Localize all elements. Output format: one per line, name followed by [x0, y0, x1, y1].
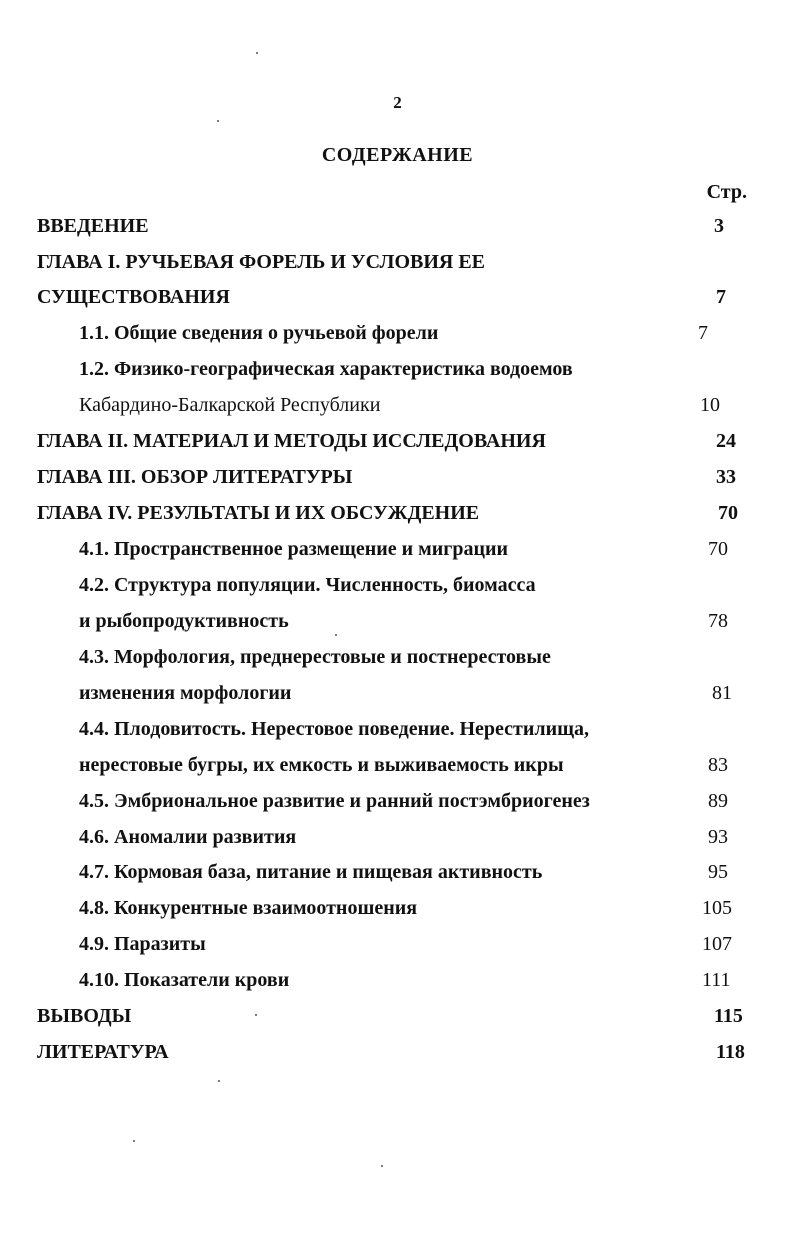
toc-entry-text: 4.6. Аномалии развития — [79, 826, 297, 848]
toc-entry-4-3-cont — [0, 678, 795, 708]
scan-speck — [255, 1014, 257, 1016]
toc-entry-text: 4.2. Структура популяции. Численность, биомасса — [79, 574, 536, 596]
page-number: 2 — [393, 93, 402, 112]
toc-entry-page: 105 — [702, 897, 732, 919]
toc-entry-chapter-2 — [0, 426, 795, 456]
toc-entry-4-1 — [0, 534, 795, 564]
toc-entry-introduction — [0, 211, 795, 241]
toc-entry-4-4-cont — [0, 750, 795, 780]
toc-entry-4-2 — [0, 570, 795, 600]
toc-entry-page: 107 — [702, 933, 732, 955]
toc-entry-page: 118 — [716, 1041, 745, 1063]
toc-entry-page: 81 — [712, 682, 732, 704]
toc-entry-4-9 — [0, 929, 795, 959]
scan-speck — [335, 634, 337, 636]
toc-entry-literature — [0, 1037, 795, 1067]
toc-entry-text: ГЛАВА III. ОБЗОР ЛИТЕРАТУРЫ — [37, 466, 353, 488]
toc-entry-page: 24 — [716, 430, 736, 452]
toc-entry-text: ЛИТЕРАТУРА — [37, 1041, 169, 1063]
toc-entry-4-2-cont — [0, 606, 795, 636]
toc-entry-page: 70 — [718, 502, 738, 524]
page-column-header: Стр. — [706, 181, 747, 203]
toc-entry-page: 10 — [700, 394, 720, 416]
toc-entry-4-5 — [0, 786, 795, 816]
scan-speck — [133, 1140, 135, 1142]
toc-entry-text: 4.3. Морфология, преднерестовые и постнерестовые — [79, 646, 551, 668]
toc-entry-text: СУЩЕСТВОВАНИЯ — [37, 286, 230, 308]
toc-entry-chapter-1-cont — [0, 282, 795, 312]
toc-entry-conclusions — [0, 1001, 795, 1031]
scan-speck — [381, 1165, 383, 1167]
toc-entry-text: 1.2. Физико-географическая характеристика водоемов — [79, 358, 573, 380]
toc-entry-page: 78 — [708, 610, 728, 632]
toc-entry-text: ГЛАВА IV. РЕЗУЛЬТАТЫ И ИХ ОБСУЖДЕНИЕ — [37, 502, 480, 524]
toc-entry-text: 4.5. Эмбриональное развитие и ранний постэмбриогенез — [79, 790, 590, 812]
toc-entry-page: 83 — [708, 754, 728, 776]
toc-entry-text: ВЫВОДЫ — [37, 1005, 132, 1027]
toc-entry-text: 4.7. Кормовая база, питание и пищевая активность — [79, 861, 543, 883]
toc-entry-text: ГЛАВА I. РУЧЬЕВАЯ ФОРЕЛЬ И УСЛОВИЯ ЕЕ — [37, 251, 486, 273]
toc-entry-text: 4.10. Показатели крови — [79, 969, 290, 991]
toc-entry-1-2-cont — [0, 390, 795, 420]
toc-title: СОДЕРЖАНИЕ — [321, 144, 474, 166]
toc-entry-text: 4.9. Паразиты — [79, 933, 206, 955]
toc-entry-4-4 — [0, 714, 795, 744]
toc-entry-chapter-1 — [0, 247, 795, 277]
toc-entry-text: 4.4. Плодовитость. Нерестовое поведение. Нерестилища, — [79, 718, 590, 740]
toc-entry-page: 7 — [698, 322, 708, 344]
toc-entry-1-2 — [0, 354, 795, 384]
toc-entry-text: и рыбопродуктивность — [79, 610, 289, 632]
toc-entry-page: 3 — [714, 215, 724, 237]
toc-entry-text: нерестовые бугры, их емкость и выживаемость икры — [79, 754, 564, 776]
toc-entry-4-6 — [0, 822, 795, 852]
toc-entry-text: ГЛАВА II. МАТЕРИАЛ И МЕТОДЫ ИССЛЕДОВАНИЯ — [37, 430, 546, 452]
scan-speck — [256, 52, 258, 54]
toc-entry-text: 4.8. Конкурентные взаимоотношения — [79, 897, 418, 919]
toc-entry-page: 89 — [708, 790, 728, 812]
toc-entry-text: ВВЕДЕНИЕ — [37, 215, 149, 237]
toc-entry-text: изменения морфологии — [79, 682, 292, 704]
toc-entry-4-7 — [0, 857, 795, 887]
toc-entry-page: 115 — [714, 1005, 743, 1027]
toc-entry-chapter-3 — [0, 462, 795, 492]
toc-entry-page: 111 — [702, 969, 731, 991]
toc-entry-page: 7 — [716, 286, 726, 308]
toc-entry-page: 95 — [708, 861, 728, 883]
toc-entry-page: 33 — [716, 466, 736, 488]
toc-entry-page: 70 — [708, 538, 728, 560]
toc-entry-chapter-4 — [0, 498, 795, 528]
toc-entry-4-8 — [0, 893, 795, 923]
toc-entry-4-10 — [0, 965, 795, 995]
toc-entry-4-3 — [0, 642, 795, 672]
toc-entry-text: 4.1. Пространственное размещение и миграции — [79, 538, 509, 560]
scan-speck — [218, 1080, 220, 1082]
toc-entry-1-1 — [0, 318, 795, 348]
toc-entry-page: 93 — [708, 826, 728, 848]
scan-speck — [217, 120, 219, 122]
toc-entry-text: Кабардино-Балкарской Республики — [79, 394, 381, 416]
toc-entry-text: 1.1. Общие сведения о ручьевой форели — [79, 322, 439, 344]
